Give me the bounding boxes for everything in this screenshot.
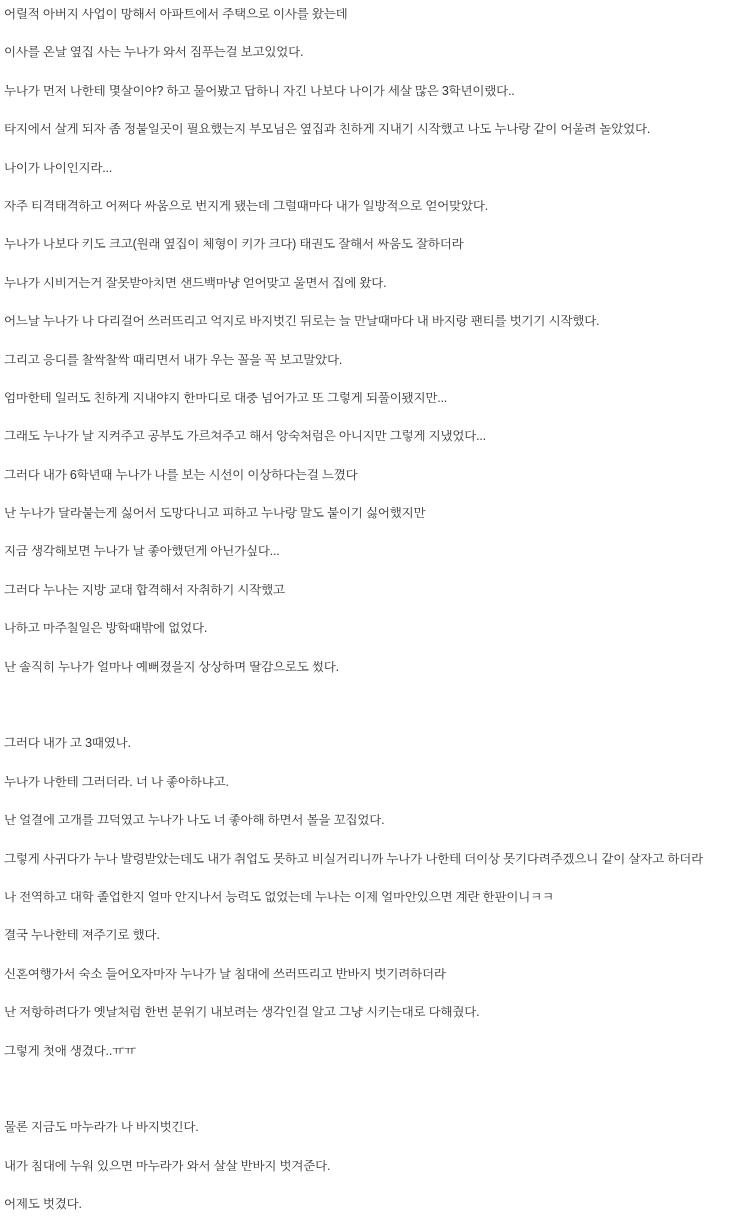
text-line: 나이가 나이인지라... — [4, 161, 113, 175]
text-line: 그러다 내가 고 3때였나. — [4, 737, 131, 751]
text-line: 엄마한테 일러도 친하게 지내야지 한마디로 대충 넘어가고 또 그렇게 되풀이됐지만... — [4, 391, 448, 405]
text-line: 난 저항하려다가 옛날처럼 한번 분위기 내보려는 생각인걸 알고 그냥 시키는대로 다해줬다. — [4, 1006, 480, 1020]
text-line: 누나가 나한테 그러더라. 너 나 좋아하냐고. — [4, 775, 229, 789]
text-line: 그리고 응디를 찰싹찰싹 때리면서 내가 우는 꼴을 꼭 보고말았다. — [4, 353, 343, 367]
text-line: 그래도 누나가 날 지켜주고 공부도 가르쳐주고 해서 앙숙처럼은 아니지만 그렇게 지냈었다... — [4, 430, 486, 444]
text-line: 지금 생각해보면 누나가 날 좋아했던게 아닌가싶다... — [4, 545, 280, 559]
text-line: 어제도 벗겼다. — [4, 1198, 82, 1212]
text-line: 어느날 누나가 나 다리걸어 쓰러뜨리고 억지로 바지벗긴 뒤로는 늘 만날때마다 내 바지랑 팬티를 벗기기 시작했다. — [4, 315, 600, 329]
text-line: 내가 침대에 누워 있으면 마누라가 와서 살살 반바지 벗겨준다. — [4, 1159, 331, 1173]
text-line: 나하고 마주칠일은 방학때밖에 없었다. — [4, 622, 208, 636]
text-line: 자주 티격태격하고 어쩌다 싸움으로 번지게 됐는데 그럴때마다 내가 일방적으로 얻어맞았다. — [4, 199, 488, 213]
text-line: 누나가 시비거는거 잘못받아치면 샌드백마냥 얻어맞고 울면서 집에 왔다. — [4, 276, 387, 290]
text-line: 어릴적 아버지 사업이 망해서 아파트에서 주택으로 이사를 왔는데 — [4, 8, 348, 21]
text-line: 난 얼결에 고개를 끄덕였고 누나가 나도 너 좋아해 하면서 볼을 꼬집었다. — [4, 814, 385, 828]
text-line: 그러다 내가 6학년때 누나가 나를 보는 시선이 이상하다는걸 느꼈다 — [4, 468, 358, 482]
text-line: 난 솔직히 누나가 얼마나 예뻐졌을지 상상하며 딸감으로도 썼다. — [4, 660, 339, 674]
text-line: 나 전역하고 대학 졸업한지 얼마 안지나서 능력도 없었는데 누나는 이제 얼마안있으면 계란 한판이니ㅋㅋ — [4, 890, 554, 904]
text-line: 신혼여행가서 숙소 들어오자마자 누나가 날 침대에 쓰러뜨리고 반바지 벗기려하더라 — [4, 967, 446, 981]
text-line: 그렇게 첫애 생겼다..ㅠㅠ — [4, 1044, 136, 1058]
text-line: 누나가 나보다 키도 크고(원래 옆집이 체형이 키가 크다) 태권도 잘해서 싸움도 잘하더라 — [4, 238, 464, 252]
text-line: 그러다 누나는 지방 교대 합격해서 자취하기 시작했고 — [4, 583, 285, 597]
text-line: 타지에서 살게 되자 좀 정붙일곳이 필요했는지 부모님은 옆집과 친하게 지내기 시작했고 나도 누나랑 같이 어울려 놀았었다. — [4, 123, 651, 137]
text-line: 이사를 온날 옆집 사는 누나가 와서 짐푸는걸 보고있었다. — [4, 46, 304, 60]
text-line: 그렇게 사귀다가 누나 발령받았는데도 내가 취업도 못하고 비실거리니까 누나가 나한테 더이상 못기다려주겠으니 같이 살자고 하더라 — [4, 852, 703, 866]
text-line: 누나가 먼저 나한테 몇살이야? 하고 물어봤고 답하니 자긴 나보다 나이가 세살 많은 3학년이랬다.. — [4, 84, 515, 98]
text-line: 물론 지금도 마누라가 나 바지벗긴다. — [4, 1121, 199, 1135]
text-line: 난 누나가 달라붙는게 싫어서 도망다니고 피하고 누나랑 말도 붙이기 싫어했지만 — [4, 507, 426, 521]
text-line: 결국 누나한테 져주기로 했다. — [4, 929, 160, 943]
